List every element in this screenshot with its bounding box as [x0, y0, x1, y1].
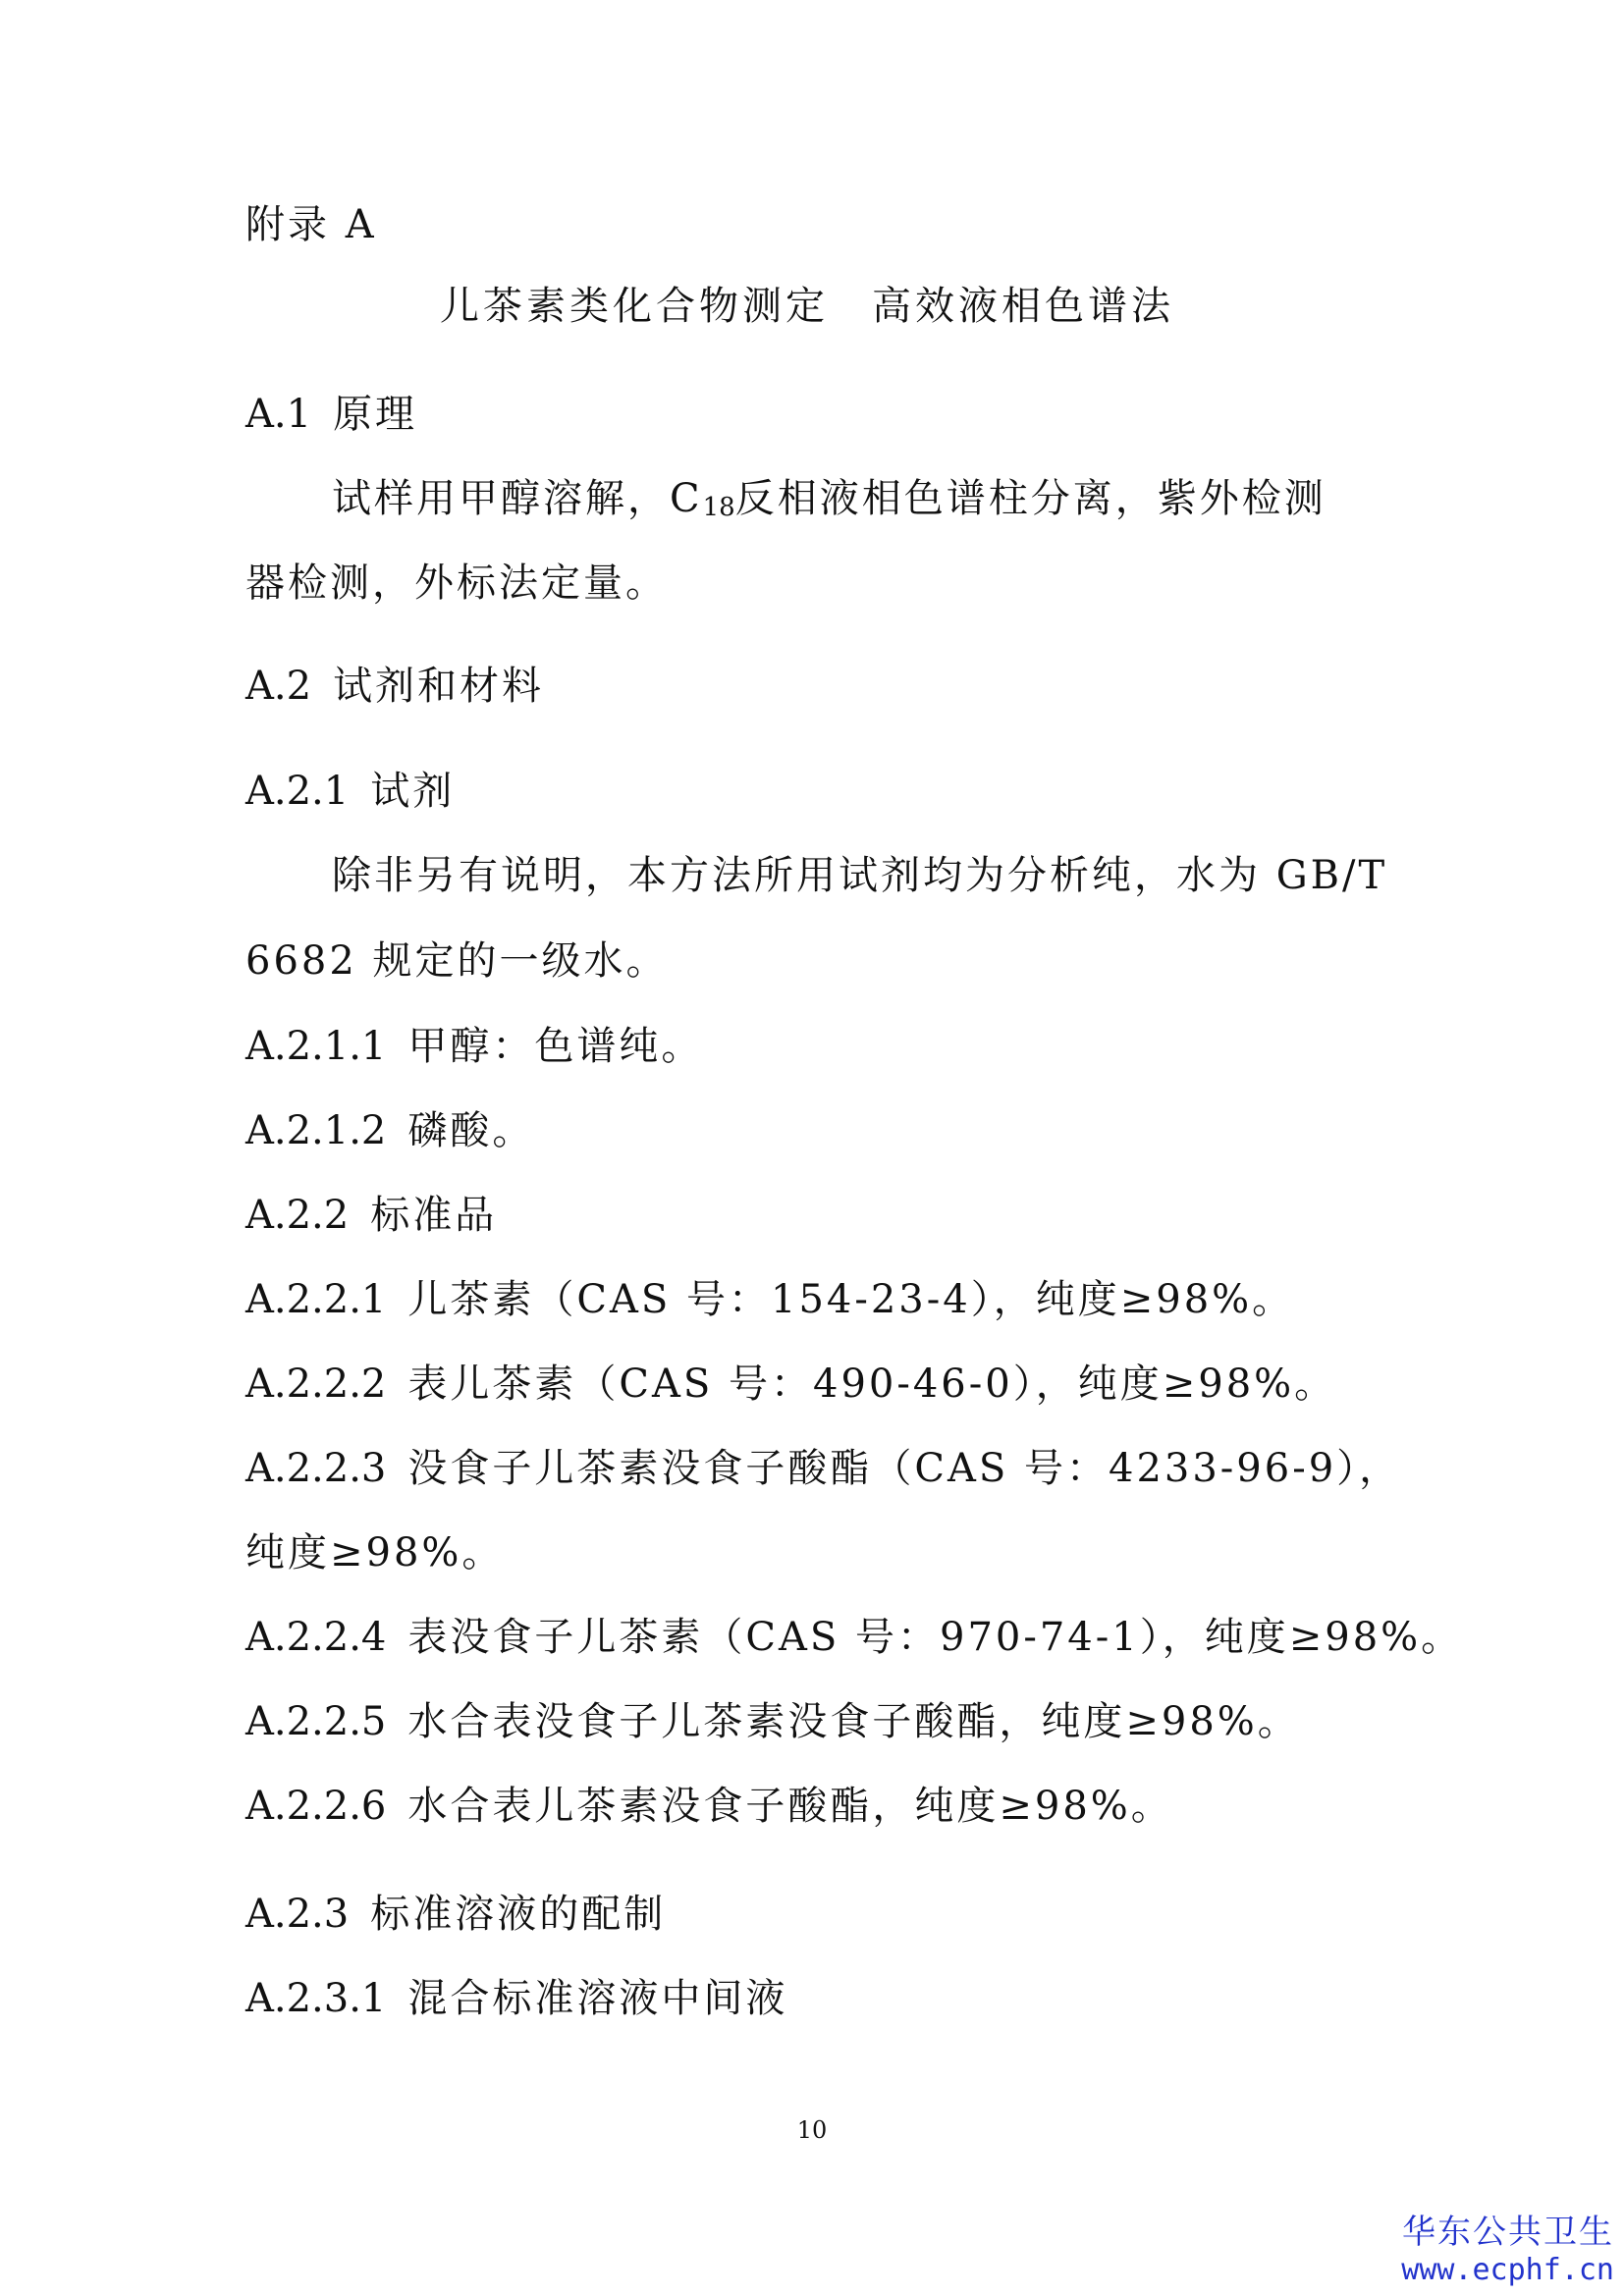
- item-text: 磷酸。: [407, 1108, 535, 1153]
- item-a223-continuation: 纯度≥98%。: [245, 1530, 505, 1575]
- item-a224: [245, 1614, 1463, 1661]
- item-number: A.2.2.1: [245, 1277, 387, 1322]
- item-text: 没食子儿茶素没食子酸酯（CAS 号：4233-96-9），: [407, 1446, 1402, 1491]
- principle-text-post: 反相液相色谱柱分离，紫外检测: [734, 476, 1326, 521]
- item-a221: [245, 1276, 1294, 1323]
- item-a225: [245, 1698, 1300, 1745]
- item-text: 表儿茶素（CAS 号：490-46-0），纯度≥98%。: [407, 1362, 1337, 1407]
- section-number: A.2.3: [245, 1892, 350, 1937]
- section-a21-heading: [245, 768, 455, 815]
- principle-paragraph-line-2: 器检测，外标法定量。: [245, 561, 668, 606]
- item-number: A.2.2.3: [245, 1446, 387, 1491]
- appendix-label: 附录 A: [245, 202, 377, 247]
- watermark-name: 华东公共卫生: [1402, 2213, 1614, 2252]
- section-a23-heading: [245, 1891, 666, 1938]
- section-number: A.2.2: [245, 1193, 350, 1238]
- watermark: [1401, 2212, 1614, 2288]
- item-text: 水合表没食子儿茶素没食子酸酯，纯度≥98%。: [407, 1699, 1300, 1744]
- item-number: A.2.1.1: [245, 1024, 387, 1069]
- item-text: 表没食子儿茶素（CAS 号：970-74-1），纯度≥98%。: [407, 1615, 1464, 1660]
- page-number: 10: [796, 2116, 828, 2144]
- section-title: 试剂和材料: [333, 664, 545, 709]
- c18-subscript: 18: [702, 493, 735, 522]
- section-number: A.2.1: [245, 769, 350, 814]
- principle-paragraph-line-1: [332, 475, 1326, 531]
- item-text: 甲醇：色谱纯。: [407, 1024, 704, 1069]
- section-a1-heading: [245, 391, 417, 438]
- section-a22-heading: [245, 1192, 497, 1239]
- section-title: 标准溶液的配制: [370, 1892, 667, 1937]
- item-number: A.2.2.6: [245, 1784, 387, 1829]
- item-number: A.2.2.2: [245, 1362, 387, 1407]
- watermark-url: www.ecphf.cn: [1401, 2253, 1614, 2287]
- section-title: 混合标准溶液中间液: [407, 1976, 788, 2021]
- item-number: A.2.2.5: [245, 1699, 387, 1744]
- item-number: A.2.2.4: [245, 1615, 387, 1660]
- item-a222: [245, 1361, 1336, 1408]
- section-title: 原理: [333, 392, 418, 437]
- section-a2-heading: [245, 663, 544, 710]
- item-a226: [245, 1783, 1173, 1830]
- item-number: A.2.1.2: [245, 1108, 387, 1153]
- section-title: 标准品: [370, 1193, 498, 1238]
- section-number: A.2: [245, 664, 312, 709]
- reagent-paragraph-line-2: 6682 规定的一级水。: [245, 938, 669, 984]
- section-number: A.2.3.1: [245, 1976, 387, 2021]
- principle-text-pre: 试样用甲醇溶解，C: [332, 476, 703, 521]
- section-number: A.1: [245, 392, 312, 437]
- item-a212: [245, 1107, 534, 1154]
- item-a223: [245, 1445, 1401, 1492]
- section-title: 试剂: [370, 769, 456, 814]
- item-a211: [245, 1023, 703, 1070]
- item-text: 水合表儿茶素没食子酸酯，纯度≥98%。: [407, 1784, 1173, 1829]
- section-a231-heading: [245, 1975, 787, 2022]
- item-text: 儿茶素（CAS 号：154-23-4），纯度≥98%。: [407, 1277, 1295, 1322]
- document-title: 儿茶素类化合物测定 高效液相色谱法: [440, 284, 1174, 329]
- reagent-paragraph-line-1: 除非另有说明，本方法所用试剂均为分析纯，水为 GB/T: [332, 853, 1388, 898]
